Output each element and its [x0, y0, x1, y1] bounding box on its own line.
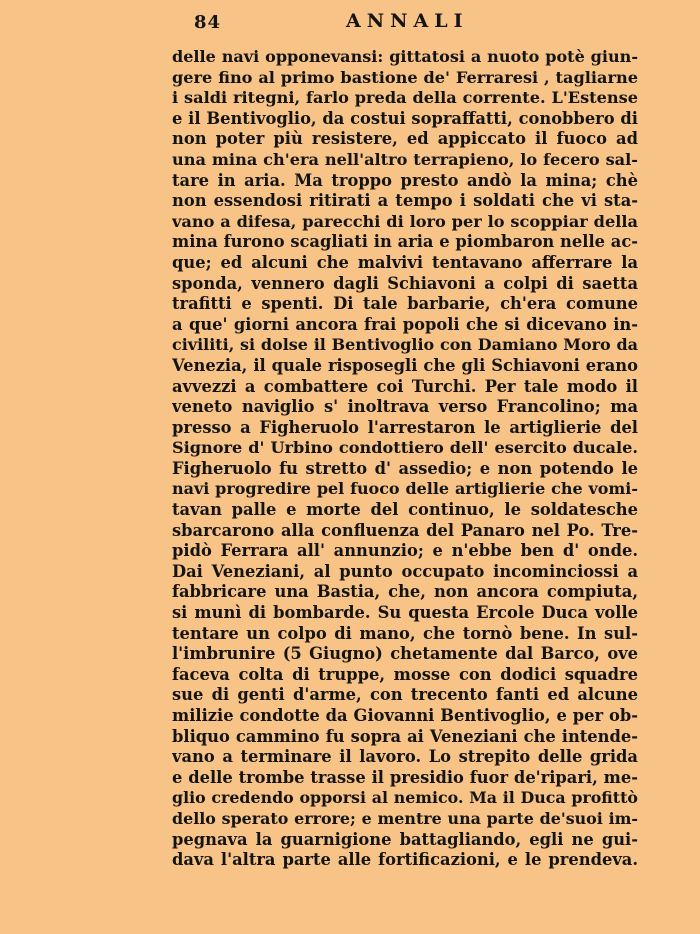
text-line: milizie condotte da Giovanni Bentivoglio, e per ob-	[172, 706, 638, 725]
text-line: presso a Figheruolo l'arrestaron le artiglierie del	[172, 417, 638, 437]
page-number: 84	[194, 12, 222, 33]
text-line: delle navi opponevansi: gittatosi a nuoto potè giun-	[172, 47, 638, 66]
text-line: vano a difesa, parecchi di loro per lo scoppiar della	[172, 211, 638, 231]
text-line: Venezia, il quale risposegli che gli Schiavoni erano	[172, 355, 638, 375]
text-line: e delle trombe trasse il presidio fuor de'ripari, me-	[172, 767, 638, 787]
text-line: gere fino al primo bastione de' Ferraresi , tagliarne	[172, 67, 638, 87]
text-line: avvezzi a combattere coi Turchi. Per tale modo il	[172, 376, 638, 396]
text-line: sponda, vennero dagli Schiavoni a colpi di saetta	[172, 273, 638, 293]
text-line: veneto naviglio s' inoltrava verso Francolino; ma	[172, 397, 638, 417]
text-line: trafitti e spenti. Di tale barbarie, ch'era comune	[172, 294, 638, 314]
text-line: si munì di bombarde. Su questa Ercole Duca volle	[172, 603, 638, 623]
running-head: ANNALI	[346, 10, 469, 32]
text-line: navi progredire pel fuoco delle artiglierie che vomi-	[172, 479, 638, 499]
text-line: e il Bentivoglio, da costui sopraffatti, conobbero di	[172, 108, 638, 128]
text-line: non essendosi ritirati a tempo i soldati che vi sta-	[172, 191, 638, 211]
text-line: non poter più resistere, ed appiccato il fuoco ad	[172, 129, 638, 149]
text-line: pegnava la guarnigione battagliando, egli ne gui-	[172, 829, 638, 849]
text-line: faceva colta di truppe, mosse con dodici squadre	[172, 664, 638, 684]
text-line: l'imbrunire (5 Giugno) chetamente dal Barco, ove	[172, 644, 638, 664]
text-line: que; ed alcuni che malvivi tentavano afferrare la	[172, 252, 638, 272]
text-line: pidò Ferrara all' annunzio; e n'ebbe ben d' onde.	[172, 541, 638, 561]
text-line: vano a terminare il lavoro. Lo strepito delle grida	[172, 747, 638, 767]
text-line: una mina ch'era nell'altro terrapieno, lo fecero sal-	[172, 149, 638, 169]
text-line: glio credendo opporsi al nemico. Ma il Duca profittò	[172, 788, 638, 808]
body-text	[172, 47, 638, 871]
text-line: dello sperato errore; e mentre una parte de'suoi im-	[172, 808, 638, 828]
text-line: sbarcarono alla confluenza del Panaro nel Po. Tre-	[172, 520, 638, 540]
text-line: mina furono scagliati in aria e piombaron nelle ac-	[172, 232, 638, 252]
text-line: fabbricare una Bastia, che, non ancora compiuta,	[172, 582, 638, 602]
text-line: sue di genti d'arme, con trecento fanti ed alcune	[172, 685, 638, 705]
text-line: civiliti, si dolse il Bentivoglio con Damiano Moro da	[172, 335, 638, 355]
text-line: Signore d' Urbino condottiero dell' esercito ducale.	[172, 438, 638, 458]
text-line: Figheruolo fu stretto d' assedio; e non potendo le	[172, 458, 638, 478]
text-line: a que' giorni ancora frai popoli che si dicevano in-	[172, 314, 638, 334]
text-line: bliquo cammino fu sopra ai Veneziani che intende-	[172, 726, 638, 746]
text-line: tare in aria. Ma troppo presto andò la mina; chè	[172, 170, 638, 190]
text-line: tavan palle e morte del continuo, le soldatesche	[172, 500, 638, 520]
text-line: dava l'altra parte alle fortificazioni, e le prendeva.	[172, 850, 638, 870]
text-line: tentare un colpo di mano, che tornò bene. In sul-	[172, 623, 638, 643]
text-line: Dai Veneziani, al punto occupato incominciossi a	[172, 561, 638, 581]
text-line: i saldi ritegni, farlo preda della corrente. L'Estense	[172, 88, 638, 108]
